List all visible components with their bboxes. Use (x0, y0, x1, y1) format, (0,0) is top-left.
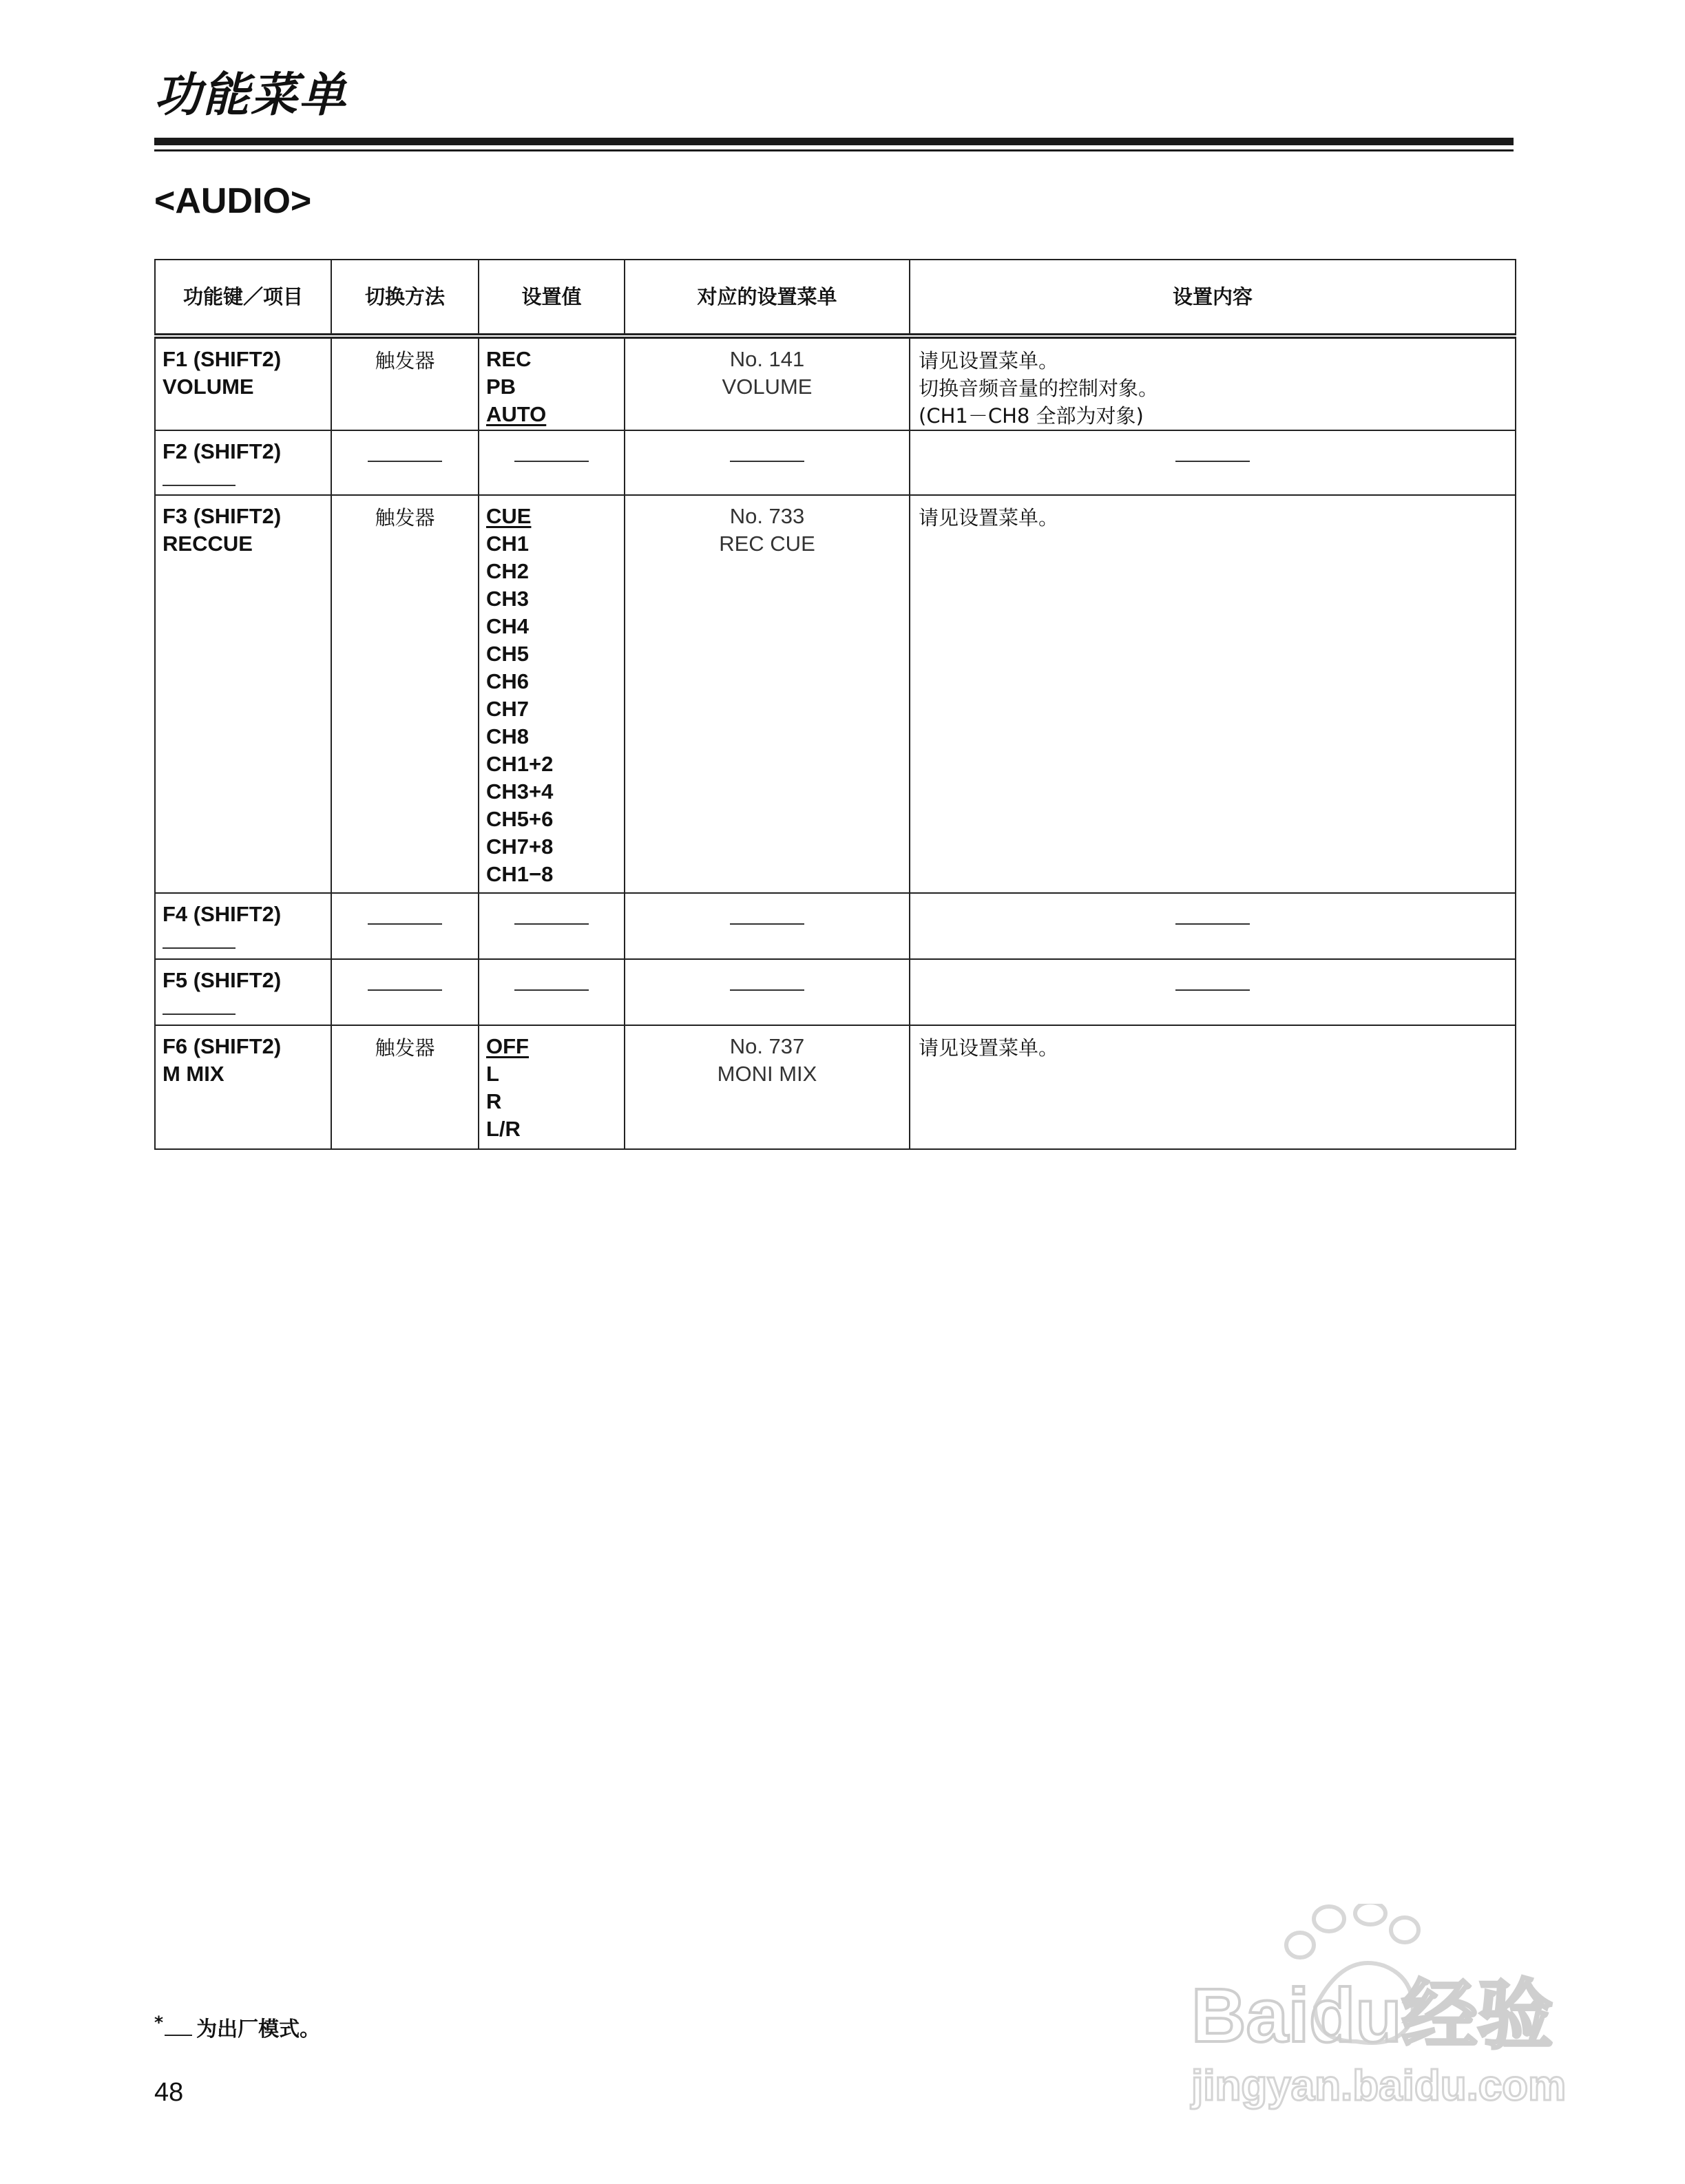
empty-dash (368, 461, 442, 462)
footnote-asterisk: * (154, 2013, 164, 2033)
function-key-label: F1 (SHIFT2) (163, 347, 282, 371)
setting-value: CH2 (486, 559, 530, 583)
setting-value: CH1 (486, 532, 530, 556)
setup-menu-cell (625, 1025, 910, 1149)
function-key-cell (155, 893, 331, 959)
function-key-cell (155, 495, 331, 893)
function-item-label: M MIX (163, 1062, 224, 1086)
setup-menu-cell (625, 495, 910, 893)
switch-method-cell: 触发器 (331, 495, 479, 893)
function-key-cell (155, 959, 331, 1025)
audio-function-table (154, 259, 1516, 1150)
table-row-f3 (155, 495, 1516, 893)
paw-toe (1286, 1933, 1314, 1957)
empty-item-dash (163, 996, 236, 1015)
switch-method-cell (331, 893, 479, 959)
table-row-f5 (155, 959, 1516, 1025)
setting-value: CH7+8 (486, 834, 554, 859)
section-title: <AUDIO> (154, 181, 312, 221)
function-key-label: F4 (SHIFT2) (163, 902, 282, 926)
setup-menu-name: REC CUE (719, 532, 815, 556)
function-key-label: F3 (SHIFT2) (163, 504, 282, 528)
setting-value-default: CUE (486, 504, 532, 528)
setting-value: L/R (486, 1117, 521, 1141)
setting-content-cell (910, 336, 1516, 430)
content-line: 请见设置菜单。 (919, 349, 1059, 372)
empty-dash (1175, 923, 1250, 925)
header-setting-content: 设置内容 (910, 260, 1516, 336)
setting-values-cell (479, 430, 625, 495)
setting-value: CH5 (486, 642, 530, 666)
empty-dash (514, 923, 589, 925)
title-rule-thin (154, 149, 1514, 151)
empty-item-dash (163, 930, 236, 949)
setup-menu-name: MONI MIX (717, 1062, 817, 1086)
setup-menu-number: No. 737 (729, 1034, 805, 1058)
setup-menu-name: VOLUME (722, 375, 813, 399)
empty-dash (1175, 461, 1250, 462)
header-switch-method: 切换方法 (331, 260, 479, 336)
setting-value: PB (486, 375, 516, 399)
setting-value: CH1+2 (486, 752, 554, 776)
switch-method-cell: 触发器 (331, 336, 479, 430)
function-key-cell (155, 430, 331, 495)
paw-toe (1355, 1904, 1385, 1924)
function-item-label: VOLUME (163, 375, 254, 399)
setup-menu-number: No. 141 (729, 347, 805, 371)
table-row-f1 (155, 336, 1516, 430)
switch-method-cell (331, 430, 479, 495)
setting-value-default: AUTO (486, 402, 547, 426)
watermark-url: jingyan.baidu.com (1191, 2062, 1567, 2110)
setting-content-cell (910, 959, 1516, 1025)
setting-value: CH7 (486, 697, 530, 721)
watermark-brand: Baidu经验 (1191, 1973, 1553, 2058)
setup-menu-cell (625, 336, 910, 430)
function-key-label: F2 (SHIFT2) (163, 439, 282, 463)
setting-value: L (486, 1062, 499, 1086)
function-key-label: F6 (SHIFT2) (163, 1034, 282, 1058)
setup-menu-cell (625, 430, 910, 495)
table-header-row (155, 260, 1516, 336)
setting-value: CH3 (486, 587, 530, 611)
setting-value: REC (486, 347, 532, 371)
setup-menu-cell (625, 959, 910, 1025)
empty-dash (730, 923, 804, 925)
function-item-label: RECCUE (163, 532, 253, 556)
switch-method-cell: 触发器 (331, 1025, 479, 1149)
page-number: 48 (154, 2078, 184, 2107)
table-row-f4 (155, 893, 1516, 959)
empty-dash (514, 461, 589, 462)
setting-values-cell (479, 495, 625, 893)
setting-content-cell (910, 430, 1516, 495)
function-key-cell (155, 1025, 331, 1149)
setting-value: CH4 (486, 614, 530, 638)
setting-value: R (486, 1089, 502, 1113)
empty-dash (730, 989, 804, 991)
table-row-f6 (155, 1025, 1516, 1149)
paw-toe (1391, 1918, 1419, 1942)
setting-value-default: OFF (486, 1034, 529, 1058)
setting-values-cell (479, 336, 625, 430)
setup-menu-number: No. 733 (729, 504, 805, 528)
header-function-key: 功能键／项目 (155, 260, 331, 336)
content-line: 切换音频音量的控制对象。 (919, 377, 1159, 400)
setting-value: CH1−8 (486, 862, 554, 886)
footnote-text: 为出厂模式。 (196, 2017, 321, 2041)
setting-values-cell (479, 1025, 625, 1149)
setting-content-cell (910, 495, 1516, 893)
baidu-watermark-logo (1178, 1904, 1577, 2110)
empty-dash (1175, 989, 1250, 991)
content-line: (CH1－CH8 全部为对象) (919, 404, 1144, 428)
page-title: 功能菜单 (154, 68, 348, 123)
setting-value: CH8 (486, 724, 530, 748)
setting-value: CH5+6 (486, 807, 554, 831)
setup-menu-cell (625, 893, 910, 959)
empty-dash (514, 989, 589, 991)
header-setting-value: 设置值 (479, 260, 625, 336)
function-key-cell (155, 336, 331, 430)
function-key-label: F5 (SHIFT2) (163, 968, 282, 992)
underline-mark (165, 2018, 192, 2036)
setting-values-cell (479, 959, 625, 1025)
setting-content-cell (910, 893, 1516, 959)
switch-method-cell (331, 959, 479, 1025)
empty-dash (368, 923, 442, 925)
empty-item-dash (163, 467, 236, 486)
title-rule-thick (154, 138, 1514, 145)
content-line: 请见设置菜单。 (919, 1036, 1059, 1060)
table-row-f2 (155, 430, 1516, 495)
empty-dash (730, 461, 804, 462)
empty-dash (368, 989, 442, 991)
footnote (154, 2012, 320, 2042)
header-setup-menu: 对应的设置菜单 (625, 260, 910, 336)
content-line: 请见设置菜单。 (919, 506, 1059, 529)
setting-values-cell (479, 893, 625, 959)
setting-content-cell (910, 1025, 1516, 1149)
setting-value: CH6 (486, 669, 530, 693)
paw-toe (1314, 1907, 1344, 1931)
setting-value: CH3+4 (486, 779, 554, 804)
